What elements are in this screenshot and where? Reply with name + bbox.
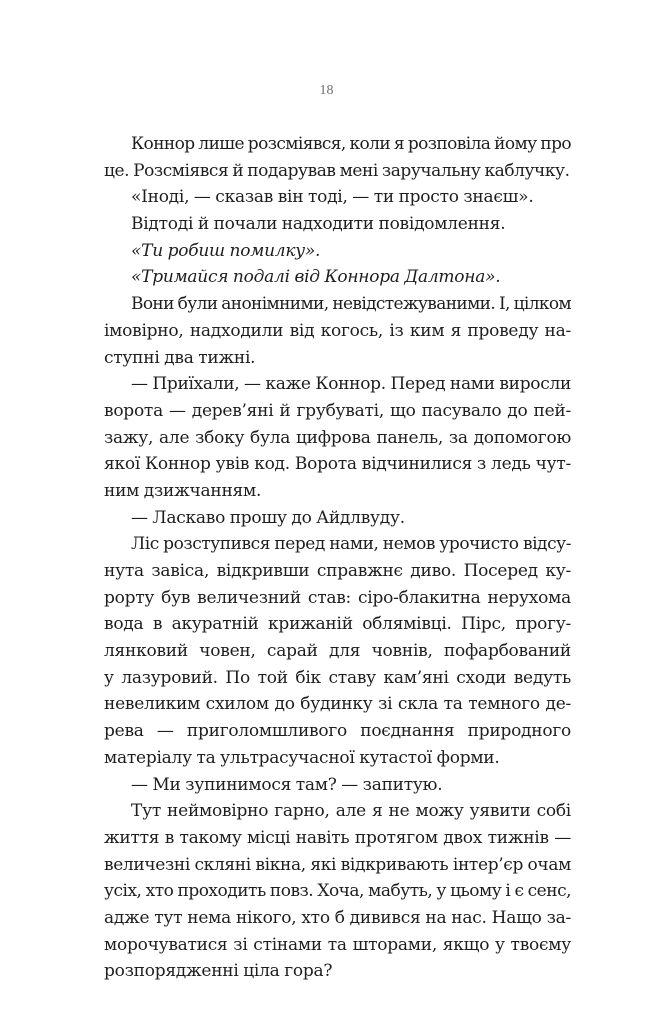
text-line: лянковий човен, сарай для човнів, пофарбований bbox=[104, 641, 571, 662]
text-line: Коннор лише розсміявся, коли я розповіла йому про bbox=[131, 134, 571, 154]
text-line: усіх, хто проходить повз. Хоча, мабуть, у цьому і є сенс, bbox=[104, 881, 571, 902]
text-line: «Тримайся подалі від Коннора Далтона». bbox=[131, 267, 501, 288]
text-line: Тут неймовірно гарно, але я не можу уявити собі bbox=[131, 801, 571, 822]
text-line: Вони були анонімними, невідстежуваними. І, цілком bbox=[131, 294, 571, 315]
text-line: морочуватися зі стінами та шторами, якщо у твоєму bbox=[104, 934, 571, 955]
text-line: розпорядженні ціла гора? bbox=[104, 961, 333, 982]
text-line: величезні скляні вікна, які відкривають інтер’єр очам bbox=[104, 854, 571, 875]
text-line: імовірно, надходили від когось, із ким я проведу на- bbox=[104, 320, 571, 341]
text-line: рева — приголомшливого поєднання природного bbox=[104, 721, 571, 742]
text-line: ним дзижчанням. bbox=[104, 480, 262, 501]
text-line: життя в такому місці навіть протягом двох тижнів — bbox=[104, 827, 571, 848]
text-line: ступні два тижні. bbox=[104, 347, 256, 368]
text-line: «Іноді, — сказав він тоді, — ти просто знаєш». bbox=[131, 187, 534, 208]
text-line: — Ласкаво прошу до Айдлвуду. bbox=[131, 507, 405, 528]
text-line: — Ми зупинимося там? — запитую. bbox=[131, 774, 443, 795]
page-number: 18 bbox=[319, 83, 334, 98]
text-line: Ліс розступився перед нами, немов урочисто відсу- bbox=[131, 534, 571, 555]
text-line: — Приїхали, — каже Коннор. Перед нами виросли bbox=[131, 374, 571, 395]
text-line: нута завіса, відкривши справжнє диво. Посеред ку- bbox=[104, 561, 571, 581]
text-line: Відтоді й почали надходити повідомлення. bbox=[131, 214, 506, 235]
text-line: у лазуровий. По той бік ставу кам’яні сходи ведуть bbox=[104, 667, 571, 688]
text-line: рорту був величезний став: сіро-блакитна нерухома bbox=[104, 587, 571, 608]
text-line: вода в акуратній крижаній облямівці. Пірс, прогу- bbox=[104, 614, 571, 635]
body-text bbox=[104, 131, 571, 985]
text-line: адже тут нема нікого, хто б дивився на нас. Нащо за- bbox=[104, 907, 571, 928]
text-line: зажу, але збоку була цифрова панель, за допомогою bbox=[104, 427, 571, 448]
text-line: якої Коннор увів код. Ворота відчинилися з ледь чут- bbox=[104, 454, 571, 475]
text-line: матеріалу та ультрасучасної кутастої форми. bbox=[104, 747, 500, 768]
text-line: невеликим схилом до будинку зі скла та темного де- bbox=[104, 694, 571, 715]
text-line: ворота — дерев’яні й грубуваті, що пасувало до пей- bbox=[104, 400, 571, 421]
text-line: «Ти робиш помилку». bbox=[131, 240, 321, 261]
text-line: це. Розсміявся й подарував мені заручальну каблучку. bbox=[104, 160, 570, 181]
